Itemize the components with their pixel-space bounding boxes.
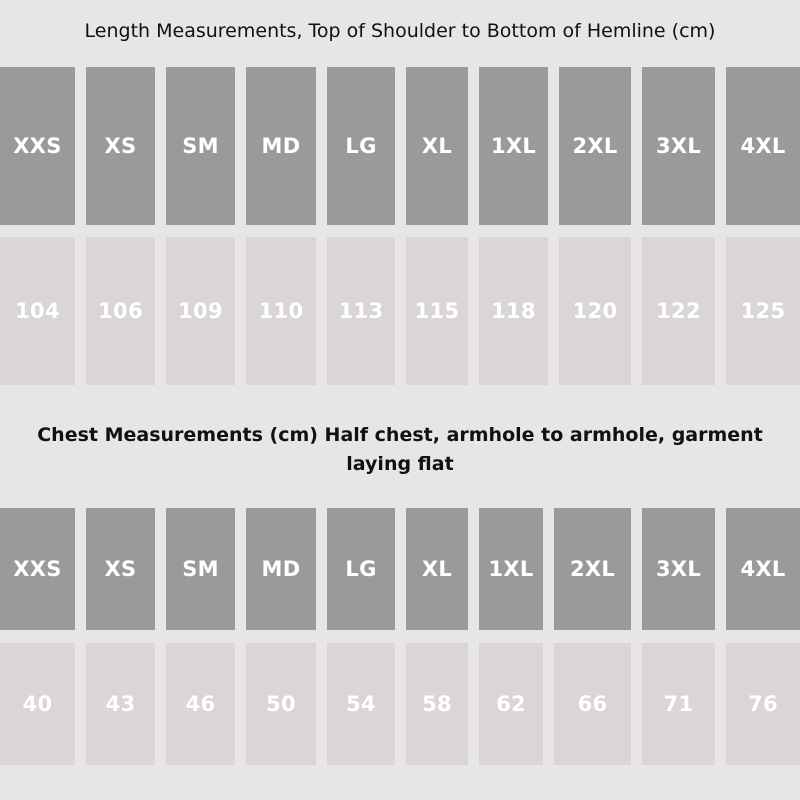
chest-size-cell: XS xyxy=(86,508,155,630)
chest-size-cell: 2XL xyxy=(554,508,631,630)
chest-size-cell: XL xyxy=(406,508,468,630)
chest-value-cell: 58 xyxy=(406,643,468,765)
length-value-cell: 118 xyxy=(479,237,548,385)
length-size-cell: 4XL xyxy=(726,67,800,225)
length-size-cell: XS xyxy=(86,67,155,225)
chest-value-cell: 43 xyxy=(86,643,155,765)
chest-value-cell: 50 xyxy=(246,643,316,765)
length-table-title: Length Measurements, Top of Shoulder to Bottom of Hemline (cm) xyxy=(84,20,716,42)
chest-value-cell: 40 xyxy=(0,643,75,765)
length-value-cell: 115 xyxy=(406,237,468,385)
chest-value-cell: 71 xyxy=(642,643,715,765)
length-size-cell: XXS xyxy=(0,67,75,225)
chest-size-cell: XXS xyxy=(0,508,75,630)
length-value-cell: 125 xyxy=(726,237,800,385)
chest-table-title: Chest Measurements (cm) Half chest, armhole to armhole, garment laying flat xyxy=(37,424,763,475)
length-size-cell: 2XL xyxy=(559,67,631,225)
length-size-cell: SM xyxy=(166,67,235,225)
length-size-cell: LG xyxy=(327,67,395,225)
chest-size-cell: 4XL xyxy=(726,508,800,630)
length-value-cell: 106 xyxy=(86,237,155,385)
length-size-cell: 1XL xyxy=(479,67,548,225)
chest-size-cell: MD xyxy=(246,508,316,630)
chest-size-cell: 3XL xyxy=(642,508,715,630)
chest-size-cell: LG xyxy=(327,508,395,630)
length-size-cell: 3XL xyxy=(642,67,715,225)
length-value-cell: 104 xyxy=(0,237,75,385)
length-value-cell: 113 xyxy=(327,237,395,385)
length-value-cell: 120 xyxy=(559,237,631,385)
length-value-cell: 109 xyxy=(166,237,235,385)
length-value-cell: 122 xyxy=(642,237,715,385)
chest-value-cell: 62 xyxy=(479,643,543,765)
chest-value-cell: 66 xyxy=(554,643,631,765)
chest-value-cell: 76 xyxy=(726,643,800,765)
length-size-cell: XL xyxy=(406,67,468,225)
chest-size-cell: 1XL xyxy=(479,508,543,630)
chest-value-cell: 46 xyxy=(166,643,235,765)
length-size-cell: MD xyxy=(246,67,316,225)
chest-value-cell: 54 xyxy=(327,643,395,765)
chest-size-cell: SM xyxy=(166,508,235,630)
length-value-cell: 110 xyxy=(246,237,316,385)
